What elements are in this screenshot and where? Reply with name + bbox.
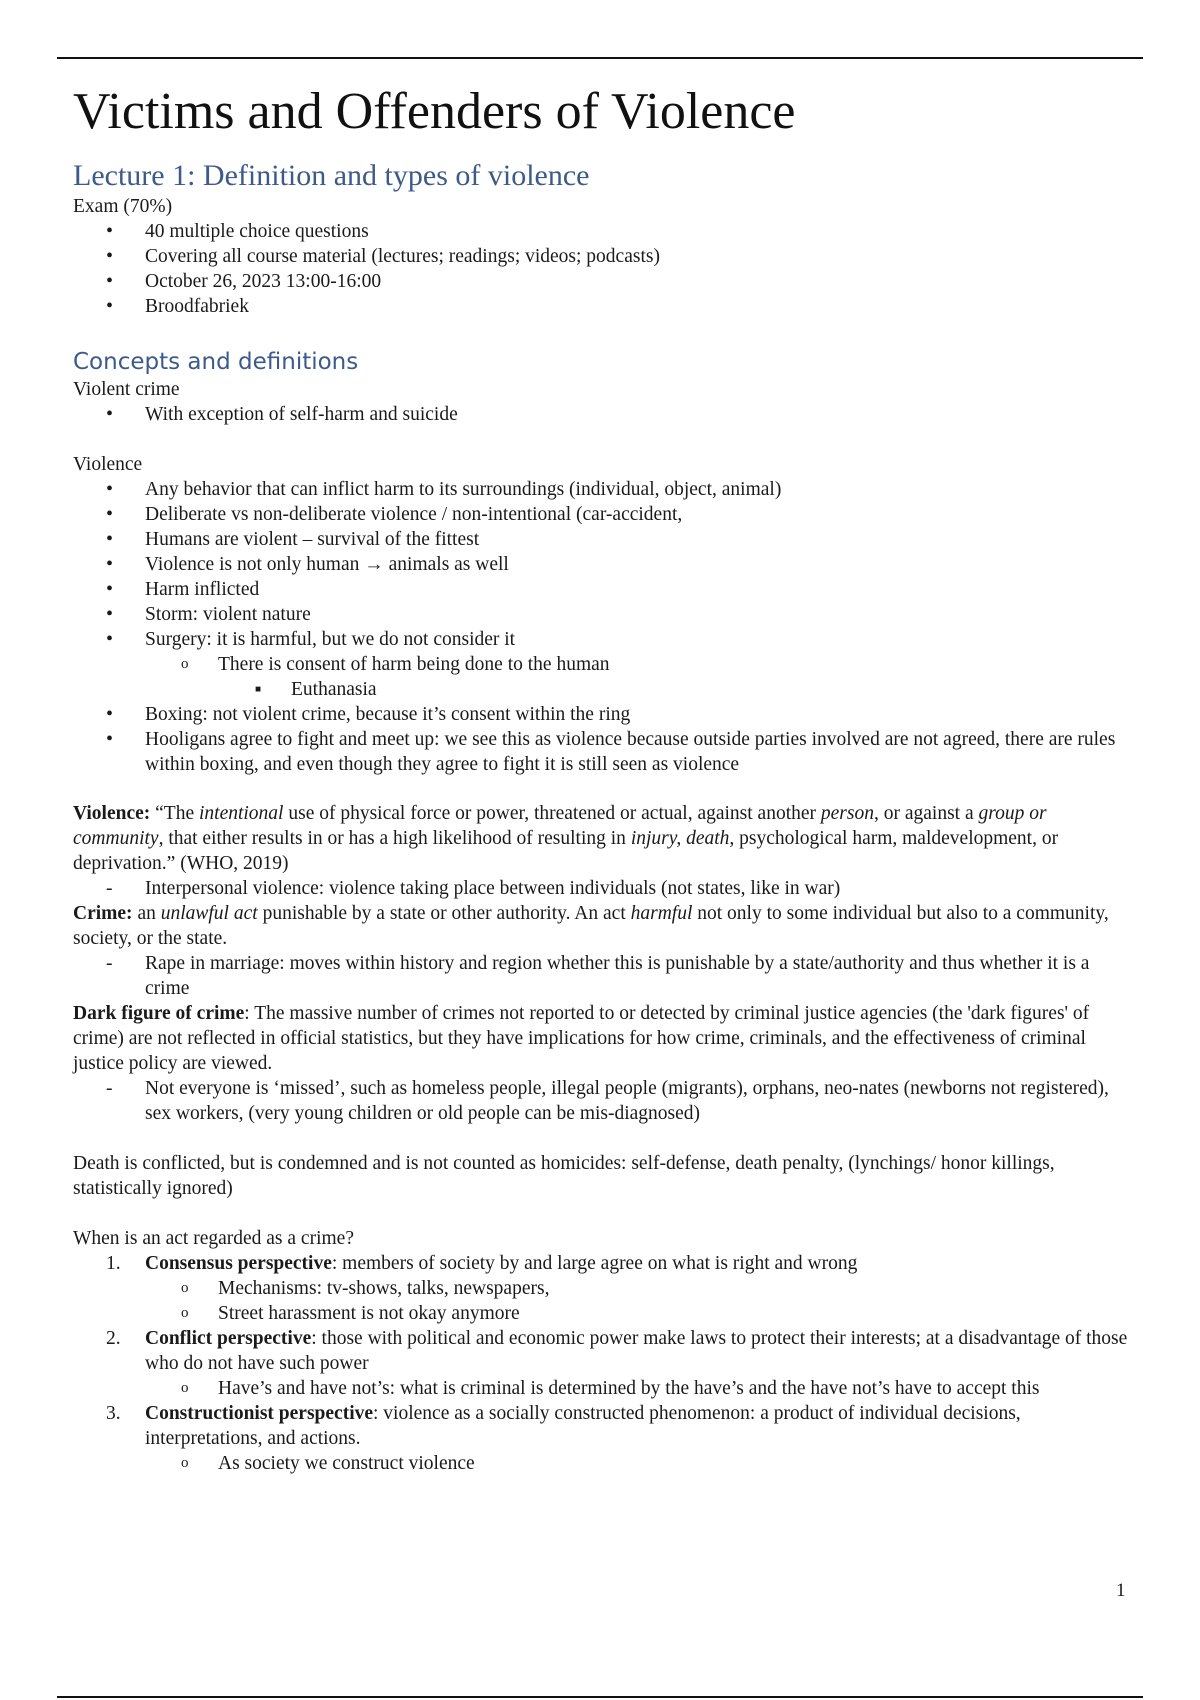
bullet-icon: • bbox=[106, 528, 114, 550]
sub-list-item: o Street harassment is not okay anymore bbox=[181, 1303, 520, 1324]
list-item: • 40 multiple choice questions bbox=[106, 220, 369, 242]
bullet-icon: • bbox=[106, 478, 114, 500]
perspectives-list bbox=[73, 1251, 1133, 1476]
sub-list-item: o As society we construct violence bbox=[181, 1453, 475, 1474]
bullet-icon: • bbox=[106, 295, 114, 317]
dark-figure-sub bbox=[73, 1076, 1133, 1126]
death-paragraph: Death is conflicted, but is condemned and is not counted as homicides: self-defense, death penalty, (lynchings/ honor killings, statistically ignored) bbox=[73, 1153, 1055, 1199]
list-item: • Boxing: not violent crime, because it’s consent within the ring bbox=[106, 703, 631, 725]
bullet-icon: • bbox=[106, 270, 114, 292]
lecture-heading: Lecture 1: Definition and types of violence bbox=[73, 159, 590, 192]
circle-bullet-icon: o bbox=[181, 1380, 189, 1396]
bullet-icon: • bbox=[106, 220, 114, 242]
dash-list-item: - Interpersonal violence: violence taking place between individuals (not states, like in war) bbox=[106, 878, 841, 899]
list-item: • Surgery: it is harmful, but we do not consider it bbox=[106, 628, 516, 650]
bullet-icon: • bbox=[106, 628, 114, 650]
sub-list-item: o Mechanisms: tv-shows, talks, newspapers, bbox=[181, 1278, 550, 1299]
dash-list-item: - Rape in marriage: moves within history and region whether this is punishable by a state/authority and thus whether it is a crime bbox=[106, 953, 1090, 999]
numbered-list-item: 2. Conflict perspective: those with political and economic power make laws to protect their interests; at a disadvantage of those who do not have such power bbox=[106, 1328, 1128, 1374]
list-item: • Broodfabriek bbox=[106, 295, 249, 317]
crime-question: When is an act regarded as a crime? bbox=[73, 1228, 354, 1249]
sub-sub-list-item: ■ Euthanasia bbox=[255, 679, 377, 700]
sub-list-item: o Have’s and have not’s: what is criminal is determined by the have’s and the have not’s have to accept this bbox=[181, 1378, 1040, 1399]
document-page bbox=[73, 70, 1133, 1476]
list-item: • Deliberate vs non-deliberate violence / non-intentional (car-accident, bbox=[106, 503, 683, 525]
list-item: • October 26, 2023 13:00-16:00 bbox=[106, 270, 382, 292]
circle-bullet-icon: o bbox=[181, 656, 189, 672]
document-title: Victims and Offenders of Violence bbox=[73, 83, 796, 140]
list-item: • Covering all course material (lectures; readings; videos; podcasts) bbox=[106, 245, 660, 267]
crime-definition: Crime: an unlawful act punishable by a state or other authority. An act harmful not only to some individual but also to a community, society, or the state. bbox=[73, 903, 1109, 949]
violent-crime-list bbox=[73, 402, 1133, 427]
circle-bullet-icon: o bbox=[181, 1305, 189, 1321]
sub-list-item: o There is consent of harm being done to the human bbox=[181, 654, 610, 675]
page-number: 1 bbox=[1116, 1580, 1126, 1601]
dash-list-item: - Not everyone is ‘missed’, such as homeless people, illegal people (migrants), orphans, neo-nates (newborns not registered), sex workers, (very young children or old people can be mis-diagnosed) bbox=[106, 1078, 1109, 1124]
bullet-icon: • bbox=[106, 245, 114, 267]
crime-def-sub bbox=[73, 951, 1133, 1001]
top-rule bbox=[57, 57, 1143, 59]
circle-bullet-icon: o bbox=[181, 1455, 189, 1471]
square-bullet-icon: ■ bbox=[255, 684, 262, 695]
concepts-heading: Concepts and definitions bbox=[73, 349, 359, 375]
exam-list bbox=[73, 219, 1133, 319]
dark-figure-definition: Dark figure of crime: The massive number of crimes not reported to or detected by criminal justice agencies (the 'dark figures' of crime) are not reflected in official statistics, but they have implications for how crime, criminals, and the effectiveness of criminal justice policy are viewed. bbox=[73, 1003, 1090, 1074]
violent-crime-label: Violent crime bbox=[73, 379, 180, 400]
numbered-list-item: 1. Consensus perspective: members of society by and large agree on what is right and wrong bbox=[106, 1253, 858, 1274]
circle-bullet-icon: o bbox=[181, 1280, 189, 1296]
list-item: • Hooligans agree to fight and meet up: we see this as violence because outside parties involved are not agreed, there are rules within boxing, and even though they agree to fight it is still seen as violence bbox=[106, 728, 1116, 775]
dash-icon: - bbox=[106, 1078, 113, 1099]
list-item: • Humans are violent – survival of the fittest bbox=[106, 528, 480, 550]
exam-label: Exam (70%) bbox=[73, 196, 173, 217]
bullet-icon: • bbox=[106, 703, 114, 725]
list-item: • With exception of self-harm and suicide bbox=[106, 403, 458, 425]
violence-definition: Violence: “The intentional use of physical force or power, threatened or actual, against another person, or against a group or community, that either results in or has a high likelihood of resulting in injury, death, psychological harm, maldevelopment, or deprivation.” (WHO, 2019) bbox=[73, 803, 1059, 874]
bottom-rule bbox=[57, 1696, 1143, 1698]
list-item: • Violence is not only human → animals as well bbox=[106, 553, 509, 575]
violence-list bbox=[73, 477, 1133, 777]
bullet-icon: • bbox=[106, 578, 114, 600]
list-item: • Any behavior that can inflict harm to its surroundings (individual, object, animal) bbox=[106, 478, 782, 500]
numbered-list-item: 3. Constructionist perspective: violence as a socially constructed phenomenon: a product of individual decisions, interpretations, and actions. bbox=[106, 1403, 1021, 1449]
dash-icon: - bbox=[106, 878, 113, 899]
list-item: • Storm: violent nature bbox=[106, 603, 311, 625]
bullet-icon: • bbox=[106, 503, 114, 525]
list-item: • Harm inflicted bbox=[106, 578, 260, 600]
bullet-icon: • bbox=[106, 403, 114, 425]
violence-label: Violence bbox=[73, 454, 143, 475]
violence-def-sub bbox=[73, 876, 1133, 901]
bullet-icon: • bbox=[106, 603, 114, 625]
bullet-icon: • bbox=[106, 728, 114, 750]
bullet-icon: • bbox=[106, 553, 114, 575]
dash-icon: - bbox=[106, 953, 113, 974]
